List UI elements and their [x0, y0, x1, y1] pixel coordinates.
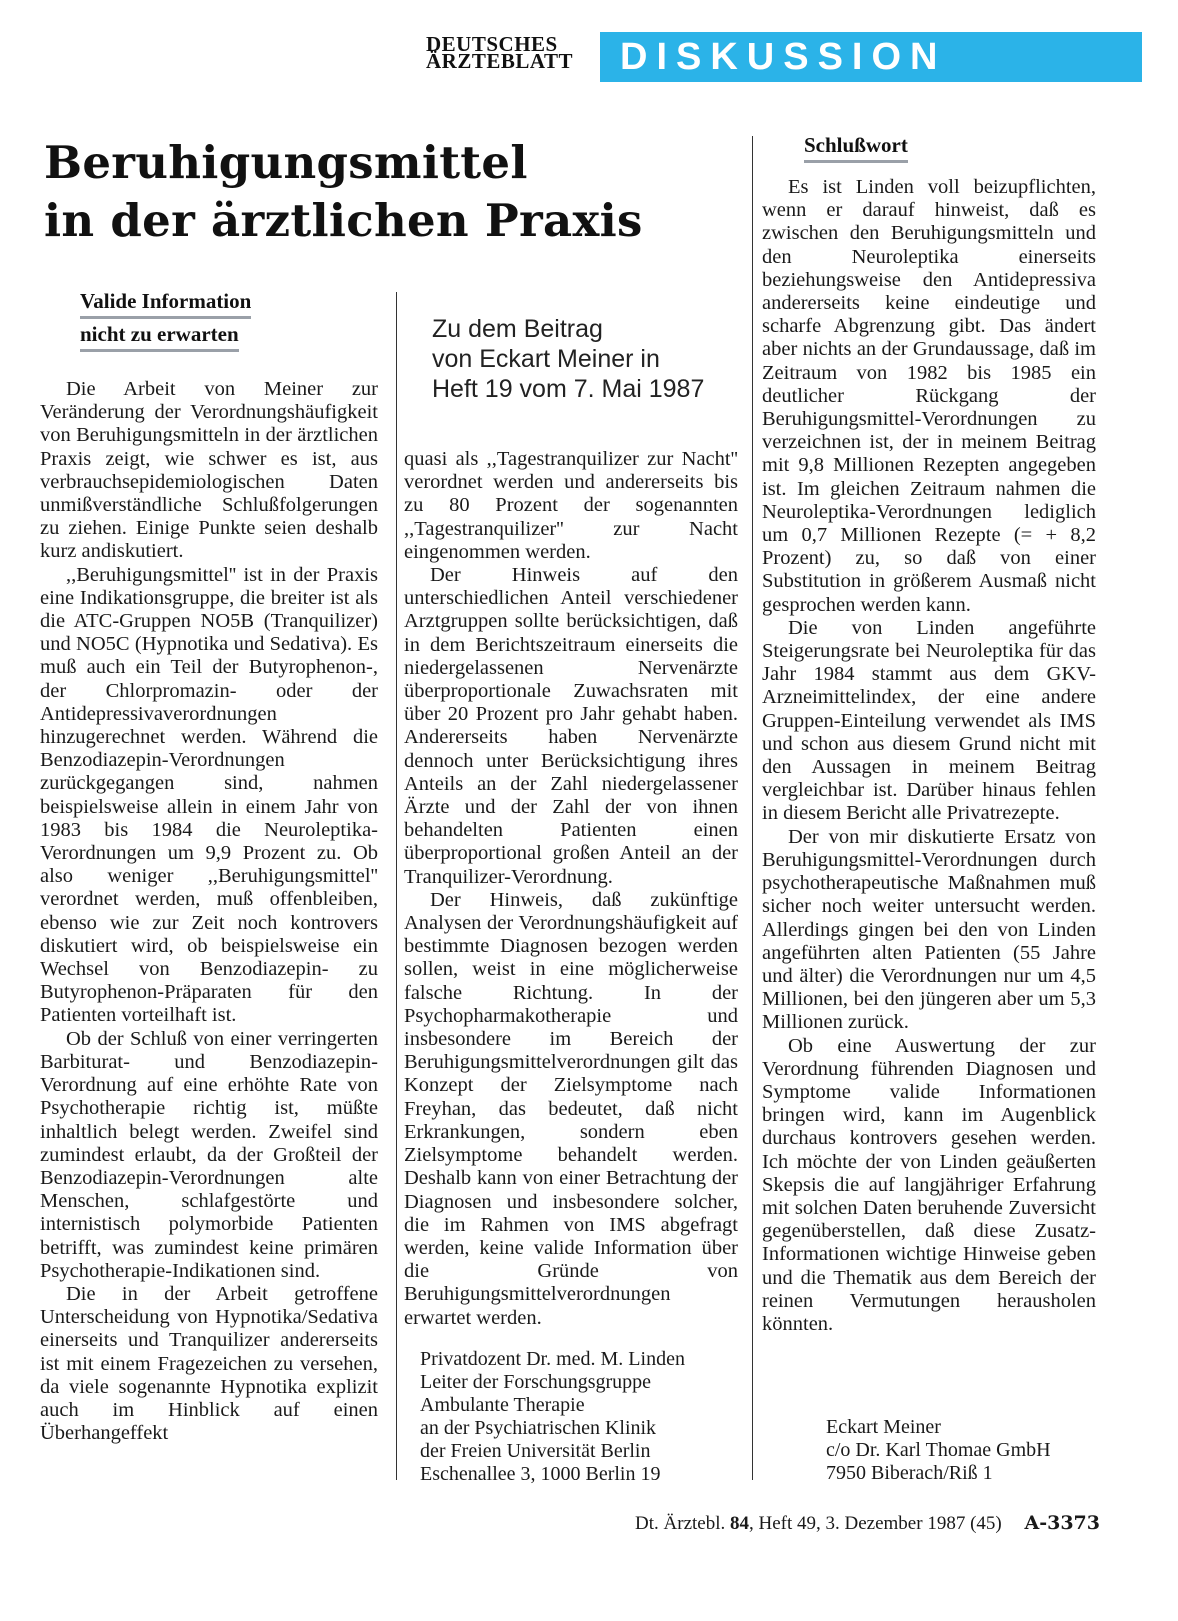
title-line-1: Beruhigungsmittel [44, 136, 528, 189]
right-subheading [804, 130, 908, 163]
reference-callout [432, 314, 752, 404]
column-1 [40, 378, 378, 1445]
brand-line-1: DEUTSCHES [426, 32, 558, 56]
issue-date: , Heft 49, 3. Dezember 1987 (45) [749, 1513, 1002, 1534]
journal-abbrev: Dt. Ärztebl. [635, 1513, 730, 1534]
signature-line: Leiter der Forschungsgruppe [420, 1371, 652, 1393]
journal-logo [426, 32, 596, 73]
column-divider [396, 292, 397, 1480]
left-subheading-line-1: Valide Information [80, 286, 251, 319]
left-subheading [80, 286, 251, 352]
paragraph: ,,Beruhigungsmittel'' ist in der Praxis eine Indikationsgruppe, die breiter ist als die ATC-Gruppen NO5B (Tranquilizer) und NO5C (Hypnotika und Sedativa). Es muß auch ein Teil der Butyrophenon-, der Chlorpromazin- oder der Antidepressivaverordnungen hinzugerechnet werden. Während die Benzodiazepin-Verordnungen zurückgegangen sind, nahmen beispielsweise allein in einem Jahr von 1983 bis 1984 die Neuroleptika-Verordnungen um 9,9 Prozent zu. Ob also weniger ,,Beruhigungsmittel'' verordnet werden, muß offenbleiben, ebenso wie zur Zeit noch kontrovers diskutiert wird, ob beispielsweise ein Wechsel von Benzodiazepin- zu Butyrophenon-Präparaten für den Patienten vorteilhaft ist. [40, 563, 378, 1027]
signature-line: der Freien Universität Berlin [420, 1440, 651, 1462]
column-2 [404, 448, 738, 1330]
article-title [44, 134, 643, 250]
paragraph: Die Arbeit von Meiner zur Veränderung der Verordnungshäufigkeit von Beruhigungsmitteln in der ärztlichen Praxis zeigt, wie schwer es ist, aus verbrauchsepidemiologischen Daten unmißverständliche Schlußfolgerungen zu ziehen. Einige Punkte seien deshalb kurz andiskutiert. [40, 378, 378, 563]
paragraph: Ob eine Auswertung der zur Verordnung führenden Diagnosen und Symptome valide Informationen bringen wird, kann im Augenblick durchaus kontrovers gesehen werden. Ich möchte der von Linden geäußerten Skepsis die auf langjähriger Erfahrung mit solchen Daten beruhende Zuversicht gegenüberstellen, daß diese Zusatz-Informationen wichtige Hinweise geben und die Thematik aus dem Bereich der reinen Vermutungen herausholen könnten. [762, 1034, 1096, 1335]
section-banner [600, 32, 1142, 82]
brand-line-2: ÄRZTEBLATT [426, 49, 573, 73]
paragraph: Der Hinweis auf den unterschiedlichen Anteil verschiedener Arztgruppen sollte berücksichtigen, daß in dem Berichtszeitraum einerseits die niedergelassenen Nervenärzte überproportionale Zuwachsraten mit über 20 Prozent pro Jahr gehabt haben. Andererseits haben Nervenärzte dennoch unter Berücksichtigung ihres Anteils an der Zahl niedergelassener Ärzte und der Zahl der von ihnen behandelten Patienten einen überproportional großen Anteil an der Tranquilizer-Verordnung. [404, 564, 738, 888]
signature-line: c/o Dr. Karl Thomae GmbH [826, 1439, 1051, 1461]
signature-line: Eschenallee 3, 1000 Berlin 19 [420, 1463, 661, 1485]
author-signature-meiner [826, 1416, 1051, 1485]
signature-line: an der Psychiatrischen Klinik [420, 1417, 657, 1439]
signature-line: Ambulante Therapie [420, 1394, 585, 1416]
paragraph: Ob der Schluß von einer verringerten Barbiturat- und Benzodiazepin-Verordnung auf eine erhöhte Rate von Psychotherapie richtig ist, müßte inhaltlich belegt werden. Zweifel sind zumindest erlaubt, da der Großteil der Benzodiazepin-Verordnungen alte Menschen, schlafgestörte und internistisch polymorbide Patienten betrifft, was zumindest keine primären Psychotherapie-Indikationen sind. [40, 1027, 378, 1282]
callout-line-3: Heft 19 vom 7. Mai 1987 [432, 375, 705, 403]
paragraph: Die von Linden angeführte Steigerungsrate bei Neuroleptika für das Jahr 1984 stammt aus dem GKV-Arzneimittelindex, der eine andere Gruppen-Einteilung verwendet als IMS und schon aus diesem Grund nicht mit den Aussagen in meinem Beitrag vergleichbar ist. Darüber hinaus fehlen in diesem Bericht alle Privatrezepte. [762, 616, 1096, 825]
paragraph: Es ist Linden voll beizupflichten, wenn er darauf hinweist, daß es zwischen den Beruhigungsmitteln und den Neuroleptika einerseits beziehungsweise den Antidepressiva andererseits keine eindeutige und scharfe Abgrenzung gibt. Das ändert aber nichts an der Grundaussage, daß im Zeitraum von 1982 bis 1985 ein deutlicher Rückgang der Beruhigungsmittel-Verordnungen zu verzeichnen ist, der in meinem Beitrag mit 9,8 Millionen Rezepten angegeben ist. Im gleichen Zeitraum nahmen die Neuroleptika-Verordnungen lediglich um 0,7 Millionen Rezepte (= + 8,2 Prozent) zu, so daß von einer Substitution in größerem Ausmaß nicht gesprochen werden kann. [762, 176, 1096, 616]
signature-line: 7950 Biberach/Riß 1 [826, 1462, 993, 1484]
paragraph: Die in der Arbeit getroffene Unterscheidung von Hypnotika/Sedativa einerseits und Tranquilizer andererseits ist mit einem Fragezeichen zu versehen, da viele sogenannte Hypnotika explizit auch im Hinblick auf einen Überhangeffekt [40, 1282, 378, 1445]
callout-line-1: Zu dem Beitrag [432, 315, 603, 343]
page-footer [635, 1512, 1100, 1535]
paragraph: Der von mir diskutierte Ersatz von Beruhigungsmittel-Verordnungen durch psychotherapeutische Maßnahmen muß sicher noch weiter untersucht werden. Allerdings gingen bei den von Linden angeführten alten Patienten (55 Jahre und älter) die Verordnungen nur um 4,5 Millionen, bei den jüngeren aber um 5,3 Millionen zurück. [762, 825, 1096, 1034]
title-line-2: in der ärztlichen Praxis [44, 194, 643, 247]
paragraph: Der Hinweis, daß zukünftige Analysen der Verordnungshäufigkeit auf bestimmte Diagnosen bezogen werden sollen, weist in eine möglicherweise falsche Richtung. In der Psychopharmakotherapie und insbesondere im Bereich der Beruhigungsmittelverordnungen gilt das Konzept der Zielsymptome nach Freyhan, das bedeutet, daß nicht Erkrankungen, sondern eben Zielsymptome behandelt werden. Deshalb kann von einer Betrachtung der Diagnosen und insbesondere solcher, die im Rahmen von IMS abgefragt werden, keine valide Information über die Gründe von Beruhigungsmittelverordnungen erwartet werden. [404, 888, 738, 1329]
section-label: DISKUSSION [620, 36, 947, 78]
signature-line: Eckart Meiner [826, 1416, 941, 1438]
column-3 [762, 176, 1096, 1336]
paragraph: quasi als ,,Tagestranquilizer zur Nacht'' verordnet werden und andererseits bis zu 80 Prozent der sogenannten ,,Tagestranquilizer'' zur Nacht eingenommen werden. [404, 448, 738, 563]
right-subheading-text: Schlußwort [804, 130, 908, 163]
volume-number: 84 [730, 1513, 749, 1534]
author-signature-linden [420, 1348, 685, 1486]
signature-line: Privatdozent Dr. med. M. Linden [420, 1348, 685, 1370]
left-subheading-line-2: nicht zu erwarten [80, 319, 239, 352]
column-divider [752, 136, 753, 1480]
page-number: A-3373 [1024, 1512, 1100, 1534]
callout-line-2: von Eckart Meiner in [432, 345, 660, 373]
